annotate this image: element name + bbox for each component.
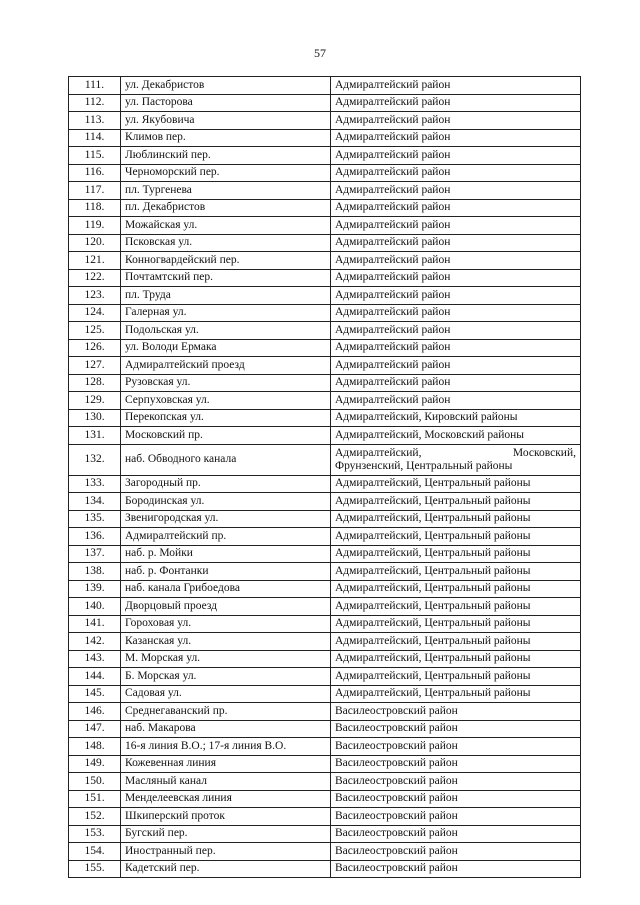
row-number: 145.	[69, 685, 121, 703]
row-number: 151.	[69, 790, 121, 808]
district-name: Адмиралтейский район	[331, 112, 581, 130]
table-row	[69, 738, 581, 756]
table-row	[69, 164, 581, 182]
table-row	[69, 357, 581, 375]
district-name: Адмиралтейский, Центральный районы	[331, 475, 581, 493]
street-name: Казанская ул.	[121, 633, 331, 651]
street-name: Черноморский пер.	[121, 164, 331, 182]
row-number: 153.	[69, 825, 121, 843]
row-number: 141.	[69, 615, 121, 633]
table-row	[69, 773, 581, 791]
district-name: Адмиралтейский район	[331, 147, 581, 165]
district-name: Василеостровский район	[331, 755, 581, 773]
street-name: Бугский пер.	[121, 825, 331, 843]
row-number: 130.	[69, 409, 121, 427]
table-row	[69, 563, 581, 581]
table-row	[69, 493, 581, 511]
street-name: Кадетский пер.	[121, 860, 331, 878]
table-row	[69, 112, 581, 130]
row-number: 139.	[69, 580, 121, 598]
district-name: Адмиралтейский, Центральный районы	[331, 580, 581, 598]
district-name: Василеостровский район	[331, 808, 581, 826]
street-name: наб. р. Фонтанки	[121, 563, 331, 581]
district-name: Адмиралтейский район	[331, 304, 581, 322]
street-name: Загородный пр.	[121, 475, 331, 493]
table-row	[69, 147, 581, 165]
table-row	[69, 77, 581, 95]
district-name: Адмиралтейский район	[331, 77, 581, 95]
district-name: Адмиралтейский, Центральный районы	[331, 685, 581, 703]
district-name: Василеостровский район	[331, 738, 581, 756]
street-name: Псковская ул.	[121, 234, 331, 252]
street-name: Масляный канал	[121, 773, 331, 791]
district-line: Фрунзенский, Центральный районы	[335, 459, 513, 472]
district-name: Адмиралтейский район	[331, 234, 581, 252]
row-number: 149.	[69, 755, 121, 773]
street-name: Конногвардейский пер.	[121, 252, 331, 270]
row-number: 136.	[69, 528, 121, 546]
district-name: Адмиралтейский, Центральный районы	[331, 493, 581, 511]
street-name: Б. Морская ул.	[121, 668, 331, 686]
street-name: Шкиперский проток	[121, 808, 331, 826]
street-name: Адмиралтейский проезд	[121, 357, 331, 375]
district-name: Адмиралтейский, Центральный районы	[331, 598, 581, 616]
district-word: Адмиралтейский,	[335, 446, 422, 459]
table-row	[69, 217, 581, 235]
row-number: 142.	[69, 633, 121, 651]
table-row	[69, 94, 581, 112]
row-number: 138.	[69, 563, 121, 581]
table-row	[69, 825, 581, 843]
row-number: 154.	[69, 843, 121, 861]
district-name: Адмиралтейский район	[331, 164, 581, 182]
street-name: Рузовская ул.	[121, 374, 331, 392]
street-name: Галерная ул.	[121, 304, 331, 322]
street-name: Бородинская ул.	[121, 493, 331, 511]
district-name: Адмиралтейский район	[331, 287, 581, 305]
street-name: Садовая ул.	[121, 685, 331, 703]
table-row	[69, 339, 581, 357]
table-row	[69, 269, 581, 287]
street-name: ул. Пасторова	[121, 94, 331, 112]
street-name: Перекопская ул.	[121, 409, 331, 427]
table-row	[69, 199, 581, 217]
row-number: 155.	[69, 860, 121, 878]
table-row	[69, 444, 581, 475]
row-number: 137.	[69, 545, 121, 563]
table-row	[69, 860, 581, 878]
street-name: наб. канала Грибоедова	[121, 580, 331, 598]
row-number: 119.	[69, 217, 121, 235]
row-number: 116.	[69, 164, 121, 182]
table-row	[69, 755, 581, 773]
table-row	[69, 304, 581, 322]
district-name: Адмиралтейский, Центральный районы	[331, 545, 581, 563]
street-name: пл. Тургенева	[121, 182, 331, 200]
district-name: Адмиралтейский район	[331, 199, 581, 217]
street-name: Иностранный пер.	[121, 843, 331, 861]
table-row	[69, 287, 581, 305]
street-name: Среднегаванский пр.	[121, 703, 331, 721]
row-number: 127.	[69, 357, 121, 375]
street-name: пл. Труда	[121, 287, 331, 305]
district-name: Адмиралтейский, Центральный районы	[331, 563, 581, 581]
row-number: 140.	[69, 598, 121, 616]
street-name: Климов пер.	[121, 129, 331, 147]
row-number: 118.	[69, 199, 121, 217]
district-name: Адмиралтейский район	[331, 322, 581, 340]
district-name: Адмиралтейский район	[331, 374, 581, 392]
row-number: 122.	[69, 269, 121, 287]
street-name: ул. Якубовича	[121, 112, 331, 130]
row-number: 144.	[69, 668, 121, 686]
row-number: 131.	[69, 427, 121, 445]
table-row	[69, 843, 581, 861]
streets-table-body	[69, 77, 581, 878]
street-name: Почтамтский пер.	[121, 269, 331, 287]
street-name: наб. Макарова	[121, 720, 331, 738]
district-name: Василеостровский район	[331, 720, 581, 738]
street-name: Кожевенная линия	[121, 755, 331, 773]
row-number: 123.	[69, 287, 121, 305]
district-name: Василеостровский район	[331, 790, 581, 808]
district-name: Адмиралтейский район	[331, 339, 581, 357]
street-name: Гороховая ул.	[121, 615, 331, 633]
table-row	[69, 720, 581, 738]
table-row	[69, 808, 581, 826]
district-name: Адмиралтейский район	[331, 269, 581, 287]
street-name: Можайская ул.	[121, 217, 331, 235]
district-name: Адмиралтейский, Центральный районы	[331, 633, 581, 651]
table-row	[69, 374, 581, 392]
street-name: Подольская ул.	[121, 322, 331, 340]
street-name: наб. Обводного канала	[121, 444, 331, 475]
district-name: Адмиралтейский район	[331, 94, 581, 112]
streets-table	[68, 76, 581, 878]
row-number: 147.	[69, 720, 121, 738]
district-name: Василеостровский район	[331, 825, 581, 843]
page-number: 57	[314, 46, 326, 60]
street-name: М. Морская ул.	[121, 650, 331, 668]
district-name: Адмиралтейский, Центральный районы	[331, 510, 581, 528]
row-number: 115.	[69, 147, 121, 165]
street-name: ул. Володи Ермака	[121, 339, 331, 357]
row-number: 134.	[69, 493, 121, 511]
district-name: Адмиралтейский, Кировский районы	[331, 409, 581, 427]
table-row	[69, 409, 581, 427]
district-name: Адмиралтейский, Московский районы	[331, 427, 581, 445]
row-number: 117.	[69, 182, 121, 200]
row-number: 129.	[69, 392, 121, 410]
street-name: 16-я линия В.О.; 17-я линия В.О.	[121, 738, 331, 756]
row-number: 112.	[69, 94, 121, 112]
row-number: 114.	[69, 129, 121, 147]
table-row	[69, 633, 581, 651]
table-row	[69, 322, 581, 340]
table-row	[69, 252, 581, 270]
table-row	[69, 510, 581, 528]
table-row	[69, 598, 581, 616]
table-row	[69, 703, 581, 721]
street-name: Звенигородская ул.	[121, 510, 331, 528]
table-row	[69, 545, 581, 563]
row-number: 148.	[69, 738, 121, 756]
row-number: 128.	[69, 374, 121, 392]
table-row	[69, 392, 581, 410]
district-name: Адмиралтейский район	[331, 129, 581, 147]
row-number: 120.	[69, 234, 121, 252]
table-row	[69, 790, 581, 808]
district-name: Адмиралтейский район	[331, 252, 581, 270]
street-name: ул. Декабристов	[121, 77, 331, 95]
row-number: 124.	[69, 304, 121, 322]
district-name: Адмиралтейский район	[331, 217, 581, 235]
district-name: Адмиралтейский, Центральный районы	[331, 528, 581, 546]
row-number: 121.	[69, 252, 121, 270]
row-number: 143.	[69, 650, 121, 668]
table-row	[69, 427, 581, 445]
table-row	[69, 615, 581, 633]
row-number: 111.	[69, 77, 121, 95]
street-name: Дворцовый проезд	[121, 598, 331, 616]
table-row	[69, 182, 581, 200]
district-word: Московский,	[512, 446, 576, 459]
table-row	[69, 650, 581, 668]
district-name: Василеостровский район	[331, 703, 581, 721]
street-name: пл. Декабристов	[121, 199, 331, 217]
street-name: Серпуховская ул.	[121, 392, 331, 410]
row-number: 126.	[69, 339, 121, 357]
row-number: 152.	[69, 808, 121, 826]
district-name: Василеостровский район	[331, 843, 581, 861]
district-line	[335, 447, 576, 460]
row-number: 150.	[69, 773, 121, 791]
table-row	[69, 475, 581, 493]
row-number: 146.	[69, 703, 121, 721]
table-row	[69, 580, 581, 598]
district-name: Адмиралтейский район	[331, 182, 581, 200]
street-name: Московский пр.	[121, 427, 331, 445]
row-number: 133.	[69, 475, 121, 493]
table-row	[69, 685, 581, 703]
street-name: Люблинский пер.	[121, 147, 331, 165]
table-row	[69, 668, 581, 686]
district-name: Адмиралтейский, Центральный районы	[331, 668, 581, 686]
street-name: Менделеевская линия	[121, 790, 331, 808]
table-row	[69, 234, 581, 252]
district-name: Адмиралтейский район	[331, 357, 581, 375]
row-number: 132.	[69, 444, 121, 475]
row-number: 135.	[69, 510, 121, 528]
street-name: Адмиралтейский пр.	[121, 528, 331, 546]
row-number: 125.	[69, 322, 121, 340]
district-name: Адмиралтейский район	[331, 392, 581, 410]
district-name: Адмиралтейский, Центральный районы	[331, 615, 581, 633]
district-name: Адмиралтейский, Центральный районы	[331, 650, 581, 668]
district-name	[331, 444, 581, 475]
district-name: Василеостровский район	[331, 773, 581, 791]
row-number: 113.	[69, 112, 121, 130]
street-name: наб. р. Мойки	[121, 545, 331, 563]
table-row	[69, 129, 581, 147]
district-name: Василеостровский район	[331, 860, 581, 878]
table-row	[69, 528, 581, 546]
